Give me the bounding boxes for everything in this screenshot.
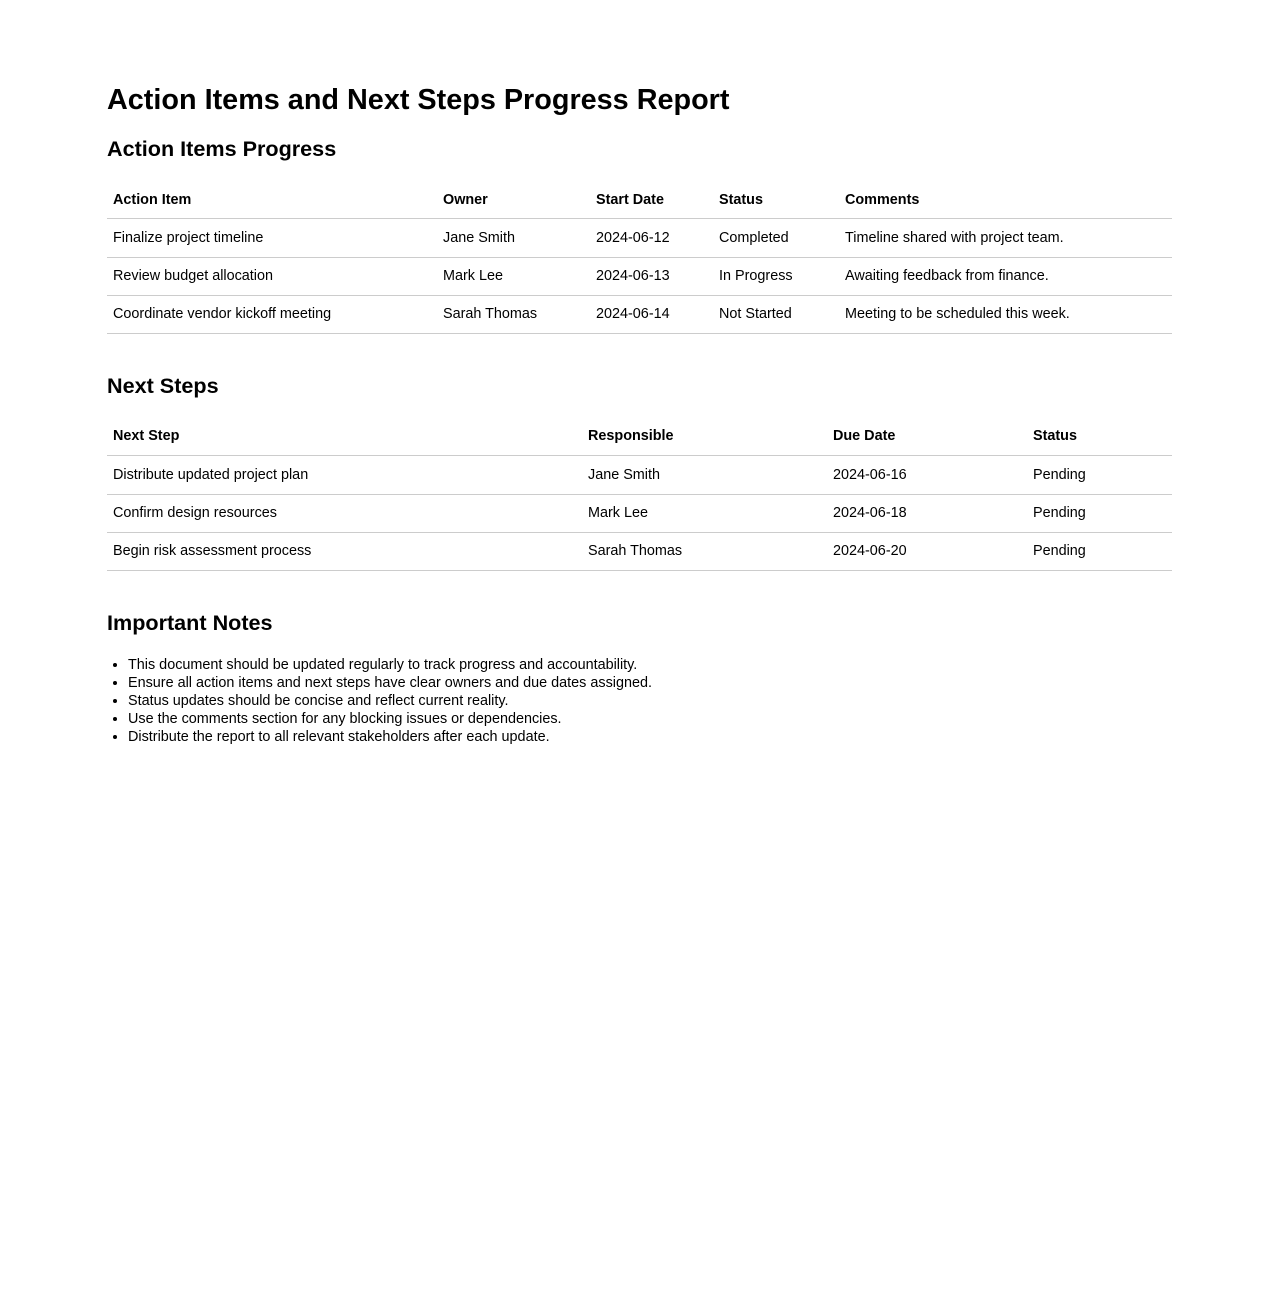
cell-status: Not Started xyxy=(713,295,839,333)
cell-comments: Awaiting feedback from finance. xyxy=(839,257,1172,295)
action-items-table-head xyxy=(107,181,1172,219)
next-steps-table-body xyxy=(107,456,1172,571)
cell-action-item: Review budget allocation xyxy=(107,257,437,295)
cell-owner: Sarah Thomas xyxy=(437,295,590,333)
table-row xyxy=(107,257,1172,295)
section-heading-important-notes: Important Notes xyxy=(107,609,273,635)
section-important-notes xyxy=(107,611,1172,746)
cell-start-date: 2024-06-13 xyxy=(590,257,713,295)
column-header-responsible: Responsible xyxy=(582,418,827,456)
cell-comments: Meeting to be scheduled this week. xyxy=(839,295,1172,333)
table-row xyxy=(107,456,1172,494)
column-header-status: Status xyxy=(1027,418,1172,456)
cell-status: Pending xyxy=(1027,456,1172,494)
cell-responsible: Sarah Thomas xyxy=(582,532,827,570)
note-item: • Ensure all action items and next steps have clear owners and due dates assigned. xyxy=(128,674,1172,692)
section-next-steps xyxy=(107,374,1172,571)
cell-next-step: Begin risk assessment process xyxy=(107,532,582,570)
next-steps-table-head xyxy=(107,418,1172,456)
note-item: • Status updates should be concise and reflect current reality. xyxy=(128,692,1172,710)
cell-action-item: Coordinate vendor kickoff meeting xyxy=(107,295,437,333)
cell-next-step: Confirm design resources xyxy=(107,494,582,532)
note-item: • This document should be updated regularly to track progress and accountability. xyxy=(128,656,1172,674)
note-item: • Distribute the report to all relevant stakeholders after each update. xyxy=(128,728,1172,746)
cell-start-date: 2024-06-14 xyxy=(590,295,713,333)
action-items-table-body xyxy=(107,219,1172,334)
column-header-owner: Owner xyxy=(437,181,590,219)
cell-status: Pending xyxy=(1027,532,1172,570)
column-header-next-step: Next Step xyxy=(107,418,582,456)
table-row xyxy=(107,219,1172,257)
cell-due-date: 2024-06-16 xyxy=(827,456,1027,494)
note-item: • Use the comments section for any blocking issues or dependencies. xyxy=(128,710,1172,728)
section-heading-next-steps: Next Steps xyxy=(107,373,219,399)
cell-status: Pending xyxy=(1027,494,1172,532)
cell-action-item: Finalize project timeline xyxy=(107,219,437,257)
cell-due-date: 2024-06-18 xyxy=(827,494,1027,532)
section-action-items xyxy=(107,137,1172,334)
cell-due-date: 2024-06-20 xyxy=(827,532,1027,570)
cell-status: In Progress xyxy=(713,257,839,295)
cell-start-date: 2024-06-12 xyxy=(590,219,713,257)
column-header-due-date: Due Date xyxy=(827,418,1027,456)
cell-responsible: Jane Smith xyxy=(582,456,827,494)
column-header-comments: Comments xyxy=(839,181,1172,219)
table-row xyxy=(107,295,1172,333)
cell-owner: Mark Lee xyxy=(437,257,590,295)
table-row xyxy=(107,532,1172,570)
next-steps-table xyxy=(107,418,1172,571)
cell-next-step: Distribute updated project plan xyxy=(107,456,582,494)
section-heading-action-items: Action Items Progress xyxy=(107,136,337,162)
table-row xyxy=(107,494,1172,532)
header-row xyxy=(107,418,1172,456)
action-items-table xyxy=(107,181,1172,334)
column-header-status: Status xyxy=(713,181,839,219)
column-header-action-item: Action Item xyxy=(107,181,437,219)
cell-responsible: Mark Lee xyxy=(582,494,827,532)
column-header-start-date: Start Date xyxy=(590,181,713,219)
page-title: Action Items and Next Steps Progress Report xyxy=(107,84,730,116)
important-notes-list xyxy=(107,656,1172,746)
cell-status: Completed xyxy=(713,219,839,257)
header-row xyxy=(107,181,1172,219)
cell-comments: Timeline shared with project team. xyxy=(839,219,1172,257)
cell-owner: Jane Smith xyxy=(437,219,590,257)
